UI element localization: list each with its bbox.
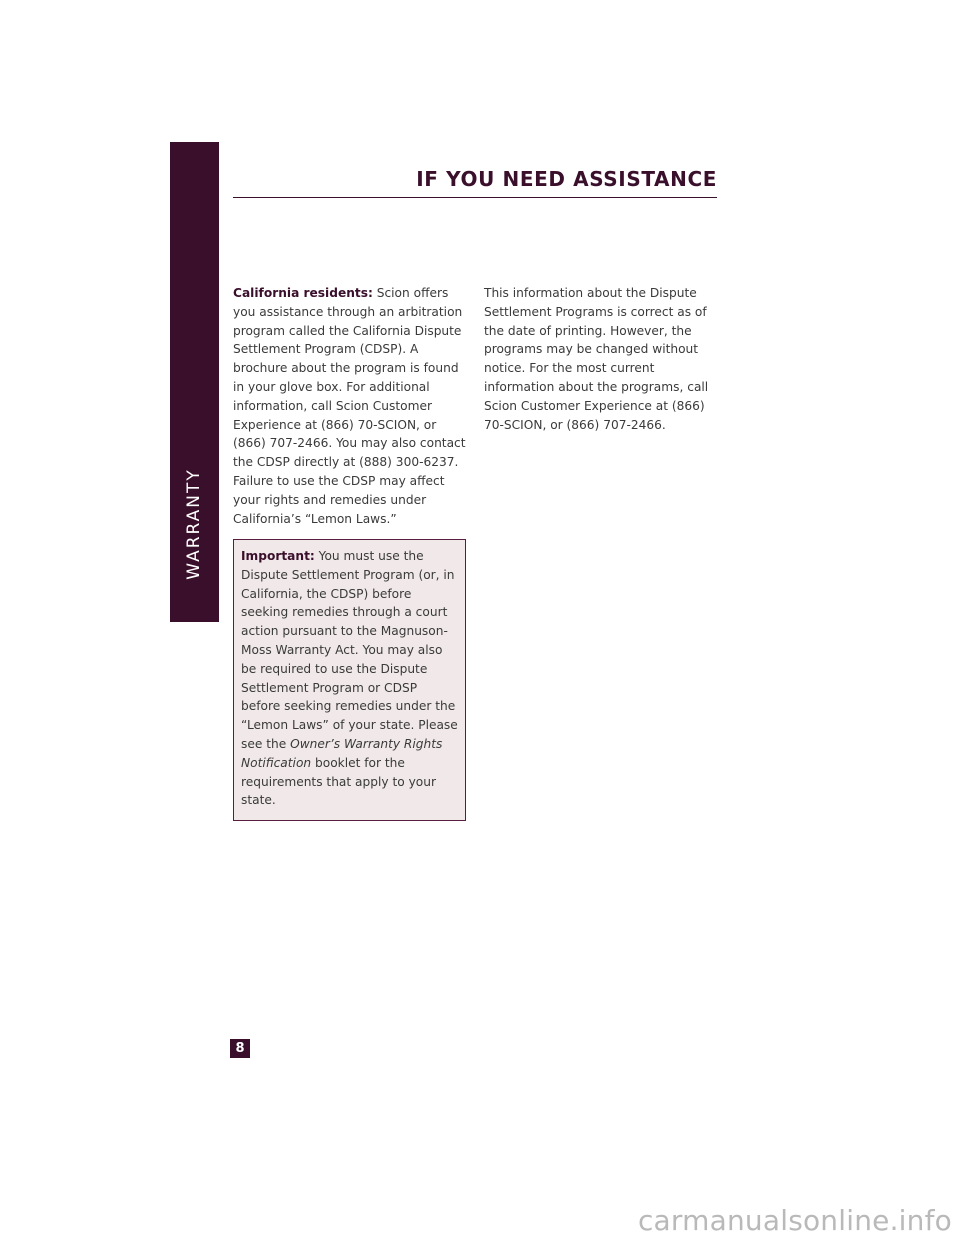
- paragraph-body: Scion offers you assistance through an arbitration program called the California Dispute Settlement Program (CDSP). A brochure about the program is found in your glove box. For additional information, call Scion Customer Experience at (866) 70-SCION, or (866) 707-2466. You may also contact the CDSP directly at (888) 300-6237. Failure to use the CDSP may affect your rights and remedies under California’s “Lemon Laws.”: [233, 286, 466, 526]
- important-callout: [233, 539, 466, 821]
- page-number: 8: [230, 1039, 250, 1058]
- callout-body: You must use the Dispute Settlement Program (or, in California, the CDSP) before seeking remedies through a court action pursuant to the Magnuson-Moss Warranty Act. You may also be required to use the Dispute Settlement Program or CDSP before seeking remedies under the “Lemon Laws” of your state. Please see the: [241, 549, 458, 751]
- section-tab: [170, 142, 219, 622]
- paragraph-lead: California residents:: [233, 286, 373, 300]
- callout-lead: Important:: [241, 549, 315, 563]
- left-column-paragraph: [233, 284, 467, 528]
- callout-body-end: booklet for the requirements that apply to your state.: [241, 755, 436, 808]
- callout-booklet-title: Owner’s Warranty Rights Notification: [241, 736, 443, 770]
- page-title: IF YOU NEED ASSISTANCE: [416, 167, 717, 191]
- watermark: carmanualsonline.info: [637, 1204, 952, 1237]
- right-column-paragraph: This information about the Dispute Settlement Programs is correct as of the date of printing. However, the programs may be changed without notice. For the most current information about the programs, call Scion Customer Experience at (866) 70-SCION, or (866) 707-2466.: [484, 286, 709, 432]
- section-tab-label: WARRANTY: [184, 468, 204, 580]
- title-divider: [233, 197, 717, 198]
